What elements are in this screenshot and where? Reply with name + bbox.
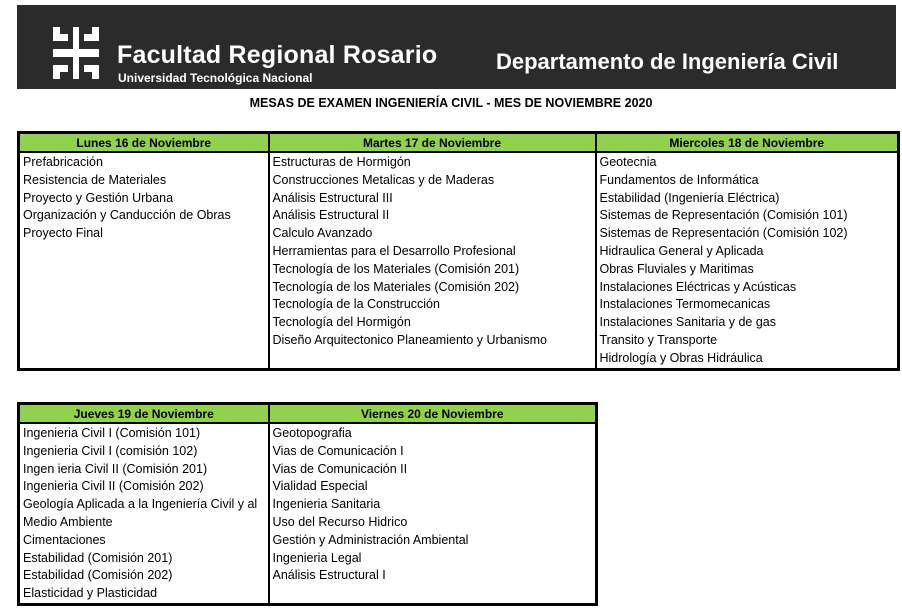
subject-item: Tecnología de los Materiales (Comisión 202) (272, 279, 520, 294)
monday-subjects (19, 152, 269, 369)
subject-item: Estabilidad (Comisión 202) (23, 568, 173, 583)
subject-item: Análisis Estructural II (272, 208, 390, 223)
faculty-name: Facultad Regional Rosario (117, 41, 438, 69)
subject-item: Tecnología del Hormigón (272, 315, 411, 330)
table-body-row (19, 423, 597, 604)
day-header-tuesday: Martes 17 de Noviembre (269, 133, 596, 153)
subject-item: Vias de Comunicación II (272, 461, 408, 476)
header-banner (17, 5, 896, 89)
subject-item: Proyecto y Gestión Urbana (23, 190, 174, 205)
table-header-row (19, 133, 899, 153)
subject-item: Fundamentos de Informática (599, 172, 759, 187)
subject-item: Proyecto Final (23, 226, 103, 241)
subject-item: Hidrología y Obras Hidráulica (599, 350, 763, 365)
subject-item: Hidraulica General y Aplicada (599, 243, 764, 258)
subject-item: Resistencia de Materiales (23, 172, 167, 187)
table-header-row (19, 404, 597, 424)
subject-item: Estructuras de Hormigón (272, 155, 411, 169)
subject-item: Ingenieria Civil II (Comisión 202) (23, 479, 204, 494)
subject-item: Tecnología de la Construcción (272, 297, 440, 312)
subject-item: Instalaciones Eléctricas y Acústicas (599, 279, 797, 294)
subject-item: Análisis Estructural I (272, 568, 386, 583)
tuesday-subjects (269, 152, 596, 369)
exam-schedule-table-week2 (17, 402, 598, 606)
subject-item: Geotecnia (599, 155, 657, 169)
page-title: MESAS DE EXAMEN INGENIERÍA CIVIL - MES DE NOVIEMBRE 2020 (249, 96, 653, 110)
subject-item: Geología Aplicada a la Ingeniería Civil y al Medio Ambiente (23, 497, 258, 529)
subject-item: Estabilidad (Comisión 201) (23, 550, 173, 565)
department-name: Departamento de Ingeniería Civil (496, 49, 839, 74)
subject-item: Análisis Estructural III (272, 190, 393, 205)
subject-item: Transito y Transporte (599, 332, 718, 347)
day-header-thursday: Jueves 19 de Noviembre (19, 404, 269, 424)
utn-logo-icon (53, 27, 99, 79)
subject-item: Tecnología de los Materiales (Comisión 201) (272, 261, 520, 276)
subject-item: Uso del Recurso Hidrico (272, 514, 408, 529)
exam-schedule-table-week1 (17, 131, 900, 371)
subject-item: Sistemas de Representación (Comisión 101) (599, 208, 848, 223)
subject-item: Cimentaciones (23, 532, 106, 547)
subject-item: Calculo Avanzado (272, 226, 373, 241)
subject-item: Ingenieria Civil I (comisión 102) (23, 443, 198, 458)
subject-item: Ingenieria Legal (272, 550, 362, 565)
university-name: Universidad Tecnológica Nacional (118, 71, 313, 85)
wednesday-subjects (596, 152, 899, 369)
subject-item: Prefabricación (23, 155, 103, 169)
day-header-monday: Lunes 16 de Noviembre (19, 133, 269, 153)
subject-item: Instalaciones Sanitaria y de gas (599, 315, 776, 330)
subject-item: Elasticidad y Plasticidad (23, 586, 158, 601)
subject-item: Vialidad Especial (272, 479, 368, 494)
subject-item: Construcciones Metalicas y de Maderas (272, 172, 495, 187)
subject-item: Herramientas para el Desarrollo Profesional (272, 243, 516, 258)
subject-item: Organización y Canducción de Obras (23, 208, 231, 223)
subject-item: Geotopografia (272, 426, 352, 440)
friday-subjects (269, 423, 597, 604)
thursday-subjects (19, 423, 269, 604)
subject-item: Sistemas de Representación (Comisión 102) (599, 226, 848, 241)
subject-item: Instalaciones Termomecanicas (599, 297, 771, 312)
table-body-row (19, 152, 899, 369)
subject-item: Obras Fluviales y Maritimas (599, 261, 754, 276)
subject-item: Ingenieria Civil I (Comisión 101) (23, 426, 201, 440)
day-header-wednesday: Miercoles 18 de Noviembre (596, 133, 899, 153)
subject-item: Ingenieria Sanitaria (272, 497, 381, 512)
subject-item: Diseño Arquitectonico Planeamiento y Urbanismo (272, 332, 547, 347)
subject-item: Gestión y Administración Ambiental (272, 532, 469, 547)
subject-item: Estabilidad (Ingeniería Eléctrica) (599, 190, 780, 205)
day-header-friday: Viernes 20 de Noviembre (269, 404, 597, 424)
subject-item: Vias de Comunicación I (272, 443, 404, 458)
subject-item: Ingen ieria Civil II (Comisión 201) (23, 461, 208, 476)
